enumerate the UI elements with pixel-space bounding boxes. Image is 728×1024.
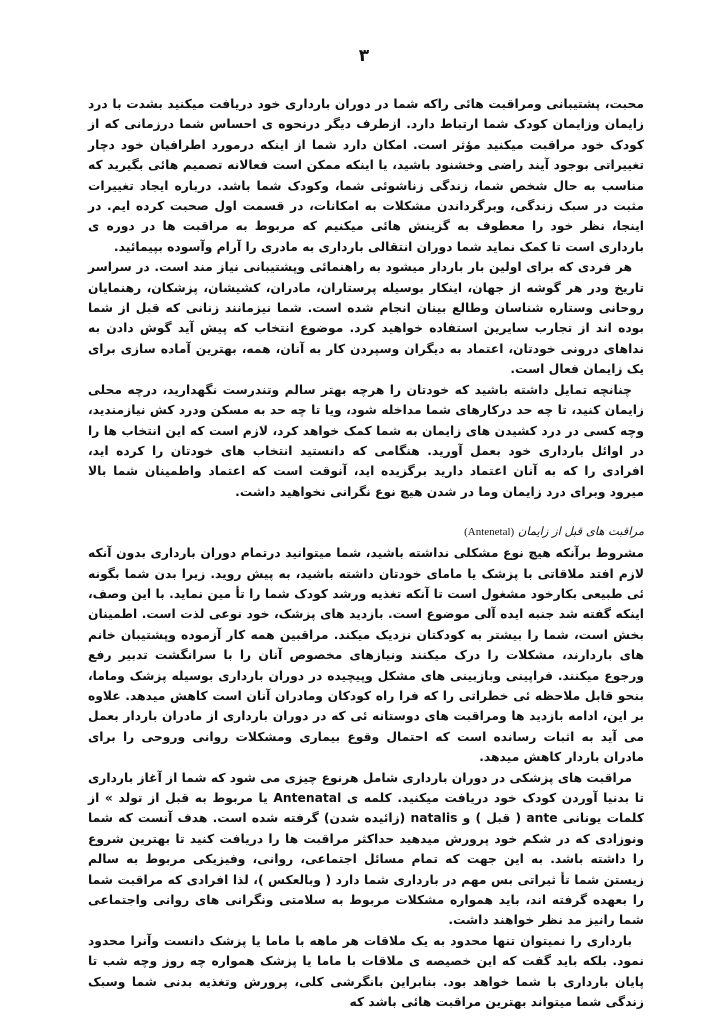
paragraph-1: محبت، پشتیبانی ومراقبت هائی راکه شما در دوران بارداری خود دریافت میکنید بشدت با درد زایمان وزایمان کودک شما ارتباط دارد. ازطرف دیگر درنحوه ی احساس شما درزمانی که از کودک خود مراقبت میکنید مؤثر است. امکان دارد شما از اینکه درمورد اطرافیان خود دچار تغییراتی بوجود آیند راضی وخشنود باشید، یا اینکه ممکن است فعالانه تصمیم هائی بگیرید که مناسب به حال شخص شما، زندگی زناشوئی شما، وکودک شما باشد. درباره ایجاد تغییرات مثبت در سبک زندگی، وبرگرداندن مشکلات به امکانات، در قسمت اول صحبت کرده ایم. در اینجا، نظر خود را معطوف به گزینش هائی میکنیم که مربوط به مراقبت ها در دوره ی بارداری است تا کمک نماید شما دوران انتقالی بارداری به مادری را آرام وآسوده بپیمائید.	[88, 97, 644, 254]
paragraph-4: مشروط برآنکه هیچ نوع مشکلی نداشته باشید، شما میتوانید درتمام دوران بارداری بدون آنکه لازم افتد ملاقاتی با پزشک یا مامای خودتان داشته باشید، به پیش روید. زیرا بدن شما بگونه ئی طبیعی بکارخود مشغول است تا آنکه تغذیه ورشد کودک شما را تأ مین نماید. با این وصف، اینکه گفته شد جنبه ایده آلی موضوع است. بازدید های پزشک، خود نوعی لذت است. اطمینان بخش است، شما را بیشتر به کودکتان نزدیک میکند. مراقبین همه کار آزموده وپشتیبان خانم های باردارند، مشکلات را درک میکنند ونیازهای مخصوص آنان را با سرانگشت تدبیر رفع ورجوع میکنند. فراپینی وبازبینی های مشکل وپیچیده در دوران بارداری بوسیله پزشک وماما، بنحو قابل ملاحظه ئی خطراتی را که فرا راه کودکان ومادران آنان است کاهش میدهد. علاوه بر این، ادامه بازدید ها ومراقبت های دوستانه ئی که در دوران بارداری از مادران باردار بعمل می آید به اثبات رسانده است که احتمال وقوع بیماری ومشکلات روانی وروحی را برای مادران باردار کاهش میدهد.	[88, 546, 644, 765]
paragraph-3: چنانچه تمایل داشته باشید که خودتان را هرچه بهتر سالم وتندرست نگهدارید، درچه محلی زایمان کنید، تا چه حد درکارهای شما مداخله شود، ویا تا چه حد به مسکن ودرد کش نیازمندید، وچه کسی در درد کشیدن های زایمان به شما کمک خواهد کرد، لازم است که این انتخاب ها را در اوائل بارداری خود بعمل آورید. هنگامی که دانستید انتخاب های خودتان را کرده اید، افرادی را که به آنان اعتماد دارید برگزیده اید، آنوقت است که اعتماد واطمینان شما بالا میرود وبرای درد زایمان وما در شدن هیچ نوع نگرانی نخواهید داشت.	[88, 382, 644, 499]
paragraph-5: مراقبت های پزشکی در دوران بارداری شامل هرنوع چیزی می شود که شما از آغاز بارداری تا بدنیا آوردن کودک خود دریافت میکنید. کلمه ی Antenatal یا مربوط به قبل از تولد » از کلمات یونانی ante ( قبل ) و natalis (زائیده شدن) گرفته شده است. هدف آنست که شما ونوزادی که در شکم خود پرورش میدهید حداکثر مراقبت ها را دریافت کنید تا بهترین شروع را داشته باشد. به این جهت که تمام مسائل اجتماعی، روانی، وفیزیکی مربوط به سالم زیستن شما تأ ثیراتی بس مهم در بارداری شما دارد ( وبالعکس )، لذا افرادی که مراقبت شما را بعهده گرفته اند، باید همواره مشکلات مربوط به سلامتی ونگرانی های روانی واجتماعی شما رانیز مد نظر خواهند داشت.	[88, 770, 645, 928]
document-body	[88, 94, 644, 1012]
page-number: ۳	[358, 46, 370, 66]
section-heading-text: مراقبت های قبل از زایمان	[517, 524, 644, 539]
paragraph-6: بارداری را نمیتوان تنها محدود به یک ملاقات هر ماهه با ماما یا پزشک دانست وآنرا محدود نمود. بلکه باید گفت که این خصیصه ی ملاقات با ماما یا پزشک همواره چه روز وچه شب تا پایان بارداری با شما خواهد بود. بنابراین بانگرشی کلی، پرورش وتغذیه بدنی شما وسبک زندگی شما میتواند بهترین مراقبت هائی باشد که	[88, 933, 644, 1010]
paragraph-2: هر فردی که برای اولین بار باردار میشود به راهنمائی وپشتیبانی نیاز مند است. در سراسر تاریخ ودر هر گوشه از جهان، اینکار بوسیله پرستاران، مادران، کشیشان، پزشکان، رهنمایان روحانی وستاره شناسان وطالع بینان انجام شده است. شما نیزمانند زنانی که قبل از شما بوده اند از تجارب سایرین استفاده خواهید کرد. موضوع انتخاب که پیش آید گوش دادن به نداهای درونی خودتان، اعتماد به دیگران وسپردن کار به آنان، همه، بهترین آماده سازی برای یک زایمان فعال است.	[88, 260, 644, 377]
section-heading	[88, 522, 644, 541]
section-heading-latin: (Antenetal)	[464, 526, 515, 539]
